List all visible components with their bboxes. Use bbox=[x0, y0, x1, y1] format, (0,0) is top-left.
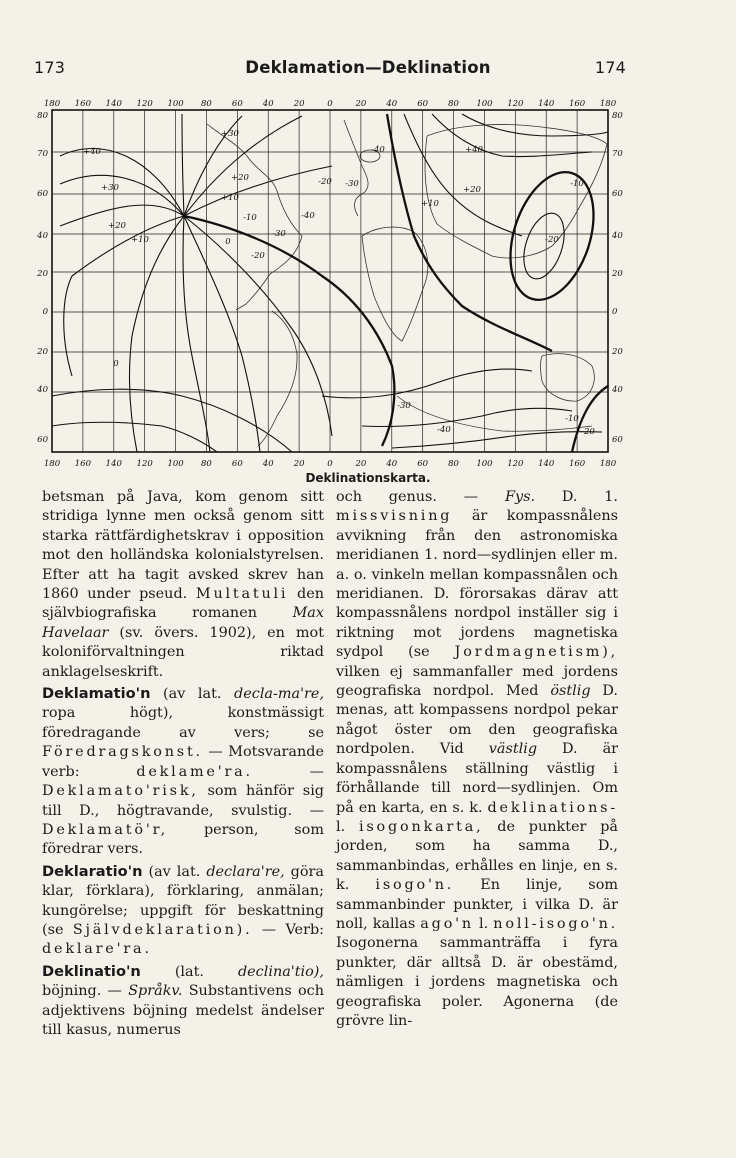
text-run: göra klar, förklara), förklaring, anmälan; kungörelse; uppgift för beskattning (se bbox=[42, 863, 324, 938]
spaced-term: ago'n bbox=[420, 915, 474, 932]
right-scale-label: 80 bbox=[612, 111, 623, 121]
entry-headword: Deklinatio'n bbox=[42, 962, 141, 980]
italic-term: Fys. bbox=[505, 489, 536, 505]
italic-term: decla-ma're, bbox=[234, 686, 325, 703]
text-run: l. bbox=[336, 818, 346, 835]
spaced-term: Föredragskonst. bbox=[42, 744, 203, 761]
text-run: — Verb: bbox=[261, 921, 325, 938]
top-scale-label: 80 bbox=[448, 99, 459, 109]
bottom-scale-label: 140 bbox=[105, 459, 122, 469]
bottom-scale-label: 140 bbox=[538, 459, 555, 469]
text-run: person, som föredrar vers. bbox=[42, 821, 324, 858]
isogon-label: -20 bbox=[251, 251, 265, 261]
right-scale-label: 40 bbox=[612, 385, 623, 395]
left-scale-label: 0 bbox=[42, 307, 48, 317]
top-scale-label: 40 bbox=[262, 99, 274, 109]
bottom-scale-label: 180 bbox=[43, 459, 61, 469]
running-title: Deklamation—Deklination bbox=[245, 58, 491, 77]
right-scale-label: 40 bbox=[612, 231, 623, 241]
text-run: — Motsvarande verb: bbox=[42, 744, 325, 780]
isogon-label: 0 bbox=[113, 359, 119, 369]
entry-deklaration bbox=[42, 862, 324, 960]
bottom-scale-label: 20 bbox=[355, 459, 367, 469]
top-scale-label: 140 bbox=[105, 99, 122, 109]
spaced-term: Multatuli bbox=[195, 586, 289, 603]
isogon-label: +10 bbox=[421, 199, 439, 209]
top-scale-label: 100 bbox=[167, 99, 184, 109]
isogon-label: -30 bbox=[397, 401, 411, 411]
spaced-term: deklinations- bbox=[487, 799, 618, 816]
text-run: D. 1. bbox=[561, 489, 618, 505]
isogon-label: +30 bbox=[221, 129, 239, 139]
bottom-scale-label: 160 bbox=[568, 459, 586, 469]
isogon-label: -20 bbox=[318, 177, 332, 187]
top-scale-label: 160 bbox=[568, 99, 586, 109]
top-scale-label: 60 bbox=[231, 99, 243, 109]
spaced-term: deklare'ra. bbox=[42, 941, 152, 958]
spaced-term: isogonkarta, bbox=[358, 818, 484, 835]
text-run: — bbox=[309, 763, 325, 780]
isogon-label: -40 bbox=[301, 211, 315, 221]
text-run: En linje, som sammanbinder punkter, i vilka D. är noll, kallas bbox=[336, 877, 619, 932]
text-run: är kompassnålens avvikning från den astronomiska meridianen 1. nord—sydlinjen eller m. a. o. vinkeln mellan kompassnålen och meridianen. D. förorsakas därav att kompassnålens nordpol inställer sig i riktning mot jordens magnetiska sydpol (se bbox=[336, 508, 618, 661]
text-run: D. menas, att kompassens nordpol pekar något öster om den geografiska nordpolen. Vid bbox=[336, 683, 618, 758]
right-scale-label: 0 bbox=[612, 307, 618, 317]
italic-term: östlig bbox=[550, 683, 591, 700]
spaced-term: Jordmagnetism), bbox=[454, 644, 619, 661]
bottom-scale-label: 0 bbox=[327, 459, 333, 469]
top-scale-label: 80 bbox=[201, 99, 212, 109]
left-scale-label: 60 bbox=[37, 189, 48, 199]
top-scale-label: 20 bbox=[293, 99, 305, 109]
isogon-label: -20 bbox=[545, 235, 559, 245]
isogon-label: -10 bbox=[565, 414, 579, 424]
top-scale-label: 60 bbox=[417, 99, 429, 109]
page-number-left: 173 bbox=[34, 58, 66, 77]
spaced-term: deklame'ra. bbox=[136, 763, 253, 780]
isogon-label: -30 bbox=[345, 179, 359, 189]
page-number-right: 174 bbox=[594, 58, 626, 77]
isogon-label: -40 bbox=[371, 145, 385, 155]
text-run: betsman på Java, kom genom sitt stridiga lynne men också genom sitt starka rättfärdighetskrav i opposition mot den holländska kolonialstyrelsen. Efter att ha tagit avsked skrev han 1860 under pseud. bbox=[42, 489, 324, 603]
top-scale-label: 140 bbox=[538, 99, 555, 109]
text-run: (av lat. bbox=[148, 863, 201, 880]
bottom-scale-label: 120 bbox=[136, 459, 153, 469]
left-scale-label: 80 bbox=[37, 111, 48, 121]
text-run: och genus. — bbox=[336, 489, 479, 505]
left-scale-label: 70 bbox=[37, 149, 48, 159]
isogon-label: 0 bbox=[225, 237, 231, 247]
bottom-scale-label: 40 bbox=[262, 459, 274, 469]
text-run: (av lat. bbox=[163, 686, 222, 703]
bottom-scale-label: 160 bbox=[74, 459, 92, 469]
text-run: Substantivens och adjektivens böjning medelst ändelser till kasus, numerus bbox=[42, 983, 324, 1038]
left-scale-label: 40 bbox=[37, 385, 48, 395]
isogon-label: +40 bbox=[83, 147, 101, 157]
top-scale-label: 40 bbox=[386, 99, 398, 109]
left-scale-label: 60 bbox=[37, 435, 48, 445]
italic-term: declina'tio), bbox=[237, 963, 324, 980]
bottom-scale-label: 100 bbox=[476, 459, 493, 469]
italic-term: västlig bbox=[488, 741, 538, 758]
bottom-scale-label: 40 bbox=[386, 459, 398, 469]
bottom-scale-label: 100 bbox=[167, 459, 184, 469]
text-run: den självbiografiska romanen bbox=[42, 586, 324, 622]
bottom-scale-label: 80 bbox=[201, 459, 212, 469]
spaced-term: Deklamato'risk, bbox=[42, 783, 199, 800]
italic-title: Max Havelaar bbox=[42, 605, 324, 641]
declination-map-svg bbox=[32, 96, 632, 471]
bottom-scale-label: 60 bbox=[417, 459, 429, 469]
isogon-label: +20 bbox=[463, 185, 481, 195]
spaced-term: missvisning bbox=[336, 508, 453, 525]
top-scale-label: 120 bbox=[136, 99, 153, 109]
isogon-label: -10 bbox=[243, 213, 257, 223]
bottom-scale-label: 120 bbox=[507, 459, 524, 469]
top-scale-label: 20 bbox=[355, 99, 367, 109]
text-run: (lat. bbox=[174, 963, 204, 980]
left-column bbox=[42, 488, 324, 1040]
map-caption: Deklinationskarta. bbox=[305, 471, 431, 485]
top-scale-label: 180 bbox=[599, 99, 617, 109]
isogon-label: +30 bbox=[101, 183, 119, 193]
text-run: som hänför sig till D., högtravande, svulstig. — bbox=[42, 783, 325, 819]
isogon-label: +10 bbox=[131, 235, 149, 245]
isogon-label: +20 bbox=[108, 221, 126, 231]
right-scale-label: 60 bbox=[612, 435, 623, 445]
isogon-label: +10 bbox=[221, 193, 239, 203]
entry-headword: Deklamatio'n bbox=[42, 685, 151, 703]
spaced-term: noll-isogo'n. bbox=[493, 915, 619, 932]
text-run: de punkter på jorden, som ha samma D., sammanbindas, erhålles en linje, en s. k. bbox=[336, 818, 618, 894]
isogon-label: -30 bbox=[272, 229, 286, 239]
top-scale-label: 120 bbox=[507, 99, 524, 109]
right-column bbox=[336, 488, 618, 1031]
text-run: böjning. — bbox=[42, 983, 122, 1000]
right-scale-label: 20 bbox=[612, 347, 623, 357]
paragraph-continuation bbox=[42, 488, 324, 682]
italic-term: declara're, bbox=[206, 863, 285, 880]
text-run: (sv. övers. 1902), en mot koloniförvaltningen riktad anklagelseskrift. bbox=[42, 624, 324, 680]
isogon-label: +40 bbox=[465, 145, 483, 155]
top-scale-label: 160 bbox=[74, 99, 92, 109]
isogon-label: -20 bbox=[581, 427, 595, 437]
bottom-scale-label: 60 bbox=[231, 459, 243, 469]
left-scale-label: 40 bbox=[37, 231, 48, 241]
bottom-scale-label: 80 bbox=[448, 459, 459, 469]
right-scale-label: 70 bbox=[612, 149, 623, 159]
left-scale-label: 20 bbox=[37, 269, 48, 279]
entry-deklination-continued bbox=[336, 488, 618, 1031]
text-run: D. är kompassnålens ställning västlig i förhållande till nord—sydlinjen. Om på en karta, en s. k. bbox=[336, 741, 619, 816]
bottom-scale-label: 20 bbox=[293, 459, 305, 469]
spaced-term: Deklamatö'r, bbox=[42, 821, 169, 838]
declination-map bbox=[32, 96, 632, 471]
right-scale-label: 20 bbox=[612, 269, 623, 279]
text-run: Isogonerna sammanträffa i fyra punkter, där alltså D. är obestämd, nämligen i jordens magnetiska och geografiska poler. Agonerna (de grövre lin- bbox=[336, 935, 618, 1029]
top-scale-label: 0 bbox=[327, 99, 333, 109]
text-run: l. bbox=[479, 915, 489, 932]
entry-headword: Deklaratio'n bbox=[42, 862, 143, 880]
entry-deklamation bbox=[42, 684, 324, 860]
isogon-label: -40 bbox=[437, 425, 451, 435]
left-scale-label: 20 bbox=[37, 347, 48, 357]
text-run: vilken ej sammanfaller med jordens geografiska nordpol. Med bbox=[336, 663, 618, 700]
text-run: ropa högt), konstmässigt föredragande av vers; se bbox=[42, 705, 324, 741]
top-scale-label: 100 bbox=[476, 99, 493, 109]
spaced-term: isogo'n. bbox=[375, 877, 455, 894]
entry-deklination bbox=[42, 962, 324, 1041]
spaced-term: Självdeklaration). bbox=[72, 921, 253, 938]
italic-term: Språkv. bbox=[128, 983, 183, 1000]
right-scale-label: 60 bbox=[612, 189, 623, 199]
bottom-scale-label: 180 bbox=[599, 459, 617, 469]
isogon-label: -10 bbox=[570, 179, 584, 189]
isogon-label: +20 bbox=[231, 173, 249, 183]
top-scale-label: 180 bbox=[43, 99, 61, 109]
